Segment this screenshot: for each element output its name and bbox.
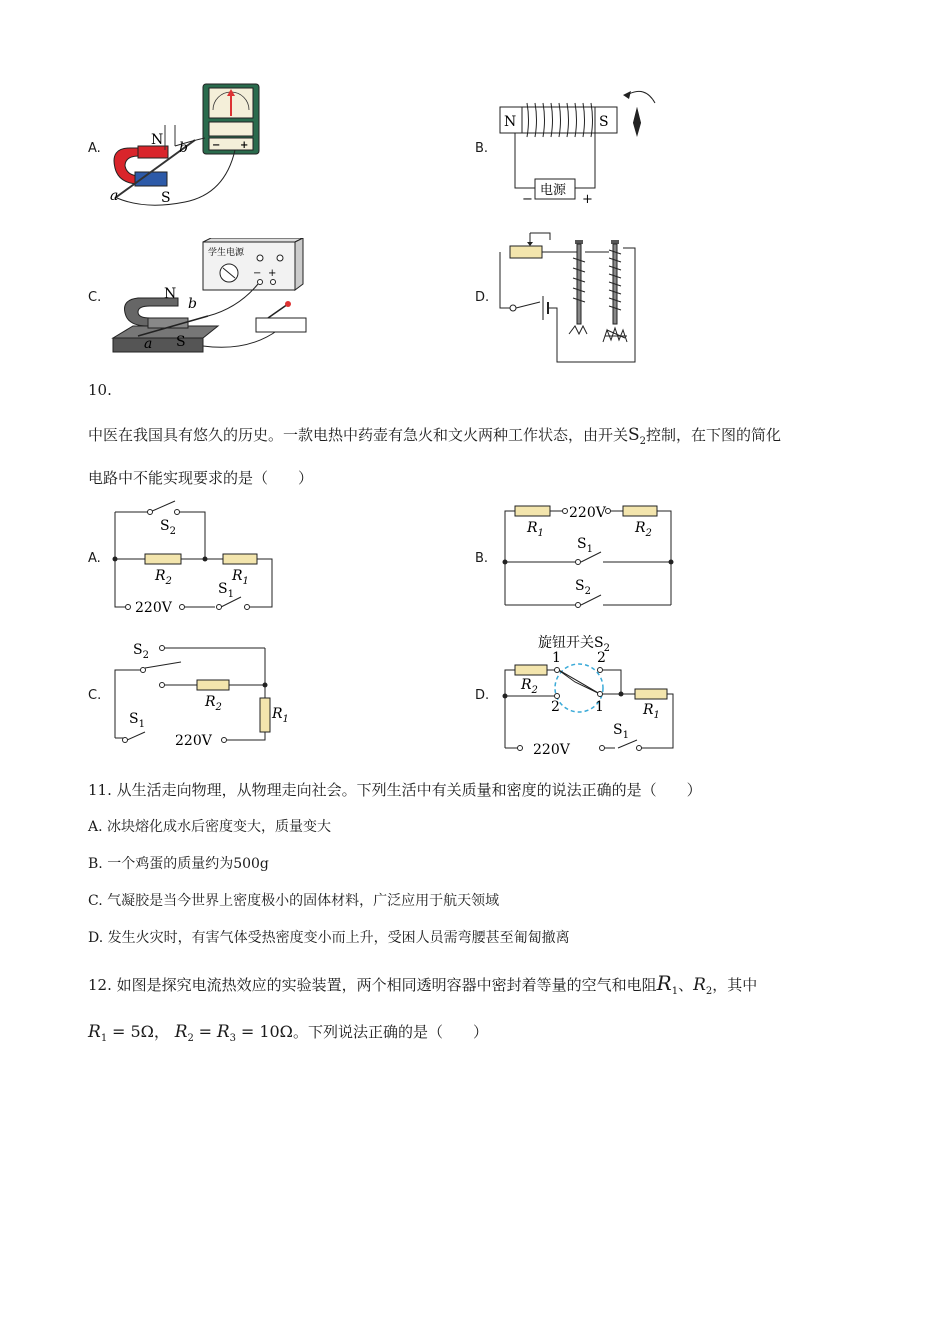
cb-voltage: 220V	[569, 505, 606, 521]
q12-f-r3: R	[216, 1022, 230, 1042]
ca-s1-sub: 1	[227, 589, 234, 600]
svg-text:R1	[271, 706, 289, 725]
cc-s2: S	[133, 642, 143, 658]
q12-f-r1-sub: 1	[100, 1033, 108, 1044]
fig-b-power: 电源	[540, 183, 567, 198]
ca-voltage: 220V	[135, 600, 172, 616]
fig-b-minus: −	[522, 192, 533, 207]
ca-s2-sub: 2	[169, 526, 176, 537]
option-b-label[interactable]: B.	[475, 141, 489, 156]
cd-s1: S	[613, 722, 623, 738]
q12-r2: R	[693, 975, 706, 995]
option-d-label[interactable]: D.	[475, 290, 490, 305]
q12-f-r3-sub: 3	[229, 1033, 237, 1044]
cb-s1: S	[577, 536, 587, 552]
cd-pos2-bottom: 2	[551, 699, 560, 715]
q10-stem-pre: 中医在我国具有悠久的历史。一款电热中药壶有急火和文火两种工作状态，由开关	[88, 426, 629, 444]
fig-c-supply: 学生电源	[208, 248, 245, 258]
cc-s1: S	[129, 711, 139, 727]
svg-text:S2	[575, 578, 591, 597]
svg-text:R1	[642, 702, 660, 721]
cd-voltage: 220V	[533, 742, 570, 758]
cc-r2-sub: 2	[215, 702, 222, 713]
q12-formula2b: = 10Ω	[240, 1022, 293, 1041]
cb-s2-sub: 2	[584, 586, 591, 597]
q10-option-b-label[interactable]: B.	[475, 551, 489, 566]
q12-sep: 、	[678, 976, 694, 994]
q12-formula2a: =	[198, 1022, 213, 1041]
cd-pos2-top: 2	[597, 650, 606, 666]
q12-stem-post: ，其中	[712, 976, 758, 994]
q10-circuit-b	[495, 500, 680, 612]
cc-voltage: 220V	[175, 733, 212, 749]
fig-c-s: S	[176, 334, 186, 350]
q9-figure-c	[108, 238, 313, 356]
q12-r1-sub: 1	[671, 986, 679, 997]
q12-stem-line2	[88, 1019, 488, 1044]
fig-a-n: N	[151, 132, 164, 148]
fig-c-n: N	[164, 286, 177, 302]
q12-r1: R	[656, 971, 672, 995]
svg-text:S1	[129, 711, 145, 730]
q12-formula1: = 5Ω，	[111, 1022, 170, 1041]
q10-circuit-c	[105, 638, 290, 750]
q10-option-c-label[interactable]: C.	[88, 688, 102, 703]
fig-c-a: a	[144, 336, 153, 352]
fig-a-b: b	[179, 140, 188, 156]
fig-c-minus: −	[253, 268, 262, 279]
q10-number: 10.	[88, 381, 112, 399]
cb-s1-sub: 1	[586, 544, 593, 555]
q9-figure-a	[105, 80, 275, 215]
q10-switch: S	[628, 425, 640, 445]
cb-r1-sub: 1	[537, 528, 544, 539]
q11-stem: 11. 从生活走向物理，从物理走向社会。下列生活中有关质量和密度的说法正确的是（ ）	[88, 781, 702, 799]
svg-text:R1	[231, 568, 249, 587]
cc-r1: R	[272, 706, 283, 722]
cd-pos1-top: 1	[552, 650, 561, 666]
ca-r1-sub: 1	[242, 576, 249, 587]
q10-circuit-a	[105, 495, 285, 620]
svg-text:R2	[204, 694, 222, 713]
q11-option-a[interactable]: A. 冰块熔化成水后密度变大，质量变大	[88, 819, 332, 835]
cd-pos1-bottom: 1	[595, 699, 604, 715]
q12-f-r2: R	[174, 1022, 188, 1042]
q9-figure-b	[495, 85, 670, 210]
q12-stem-pre: 12. 如图是探究电流热效应的实验装置，两个相同透明容器中密封着等量的空气和电阻	[88, 976, 657, 994]
q11-option-c[interactable]: C. 气凝胶是当今世界上密度极小的固体材料，广泛应用于航天领域	[88, 893, 500, 909]
fig-c-plus: +	[268, 268, 277, 279]
q10-switch-sub: 2	[639, 436, 647, 447]
option-a-label[interactable]: A.	[88, 141, 101, 156]
cd-r2-sub: 2	[531, 685, 538, 696]
ca-r2-sub: 2	[165, 576, 172, 587]
svg-text:S1	[577, 536, 593, 555]
cd-knob-sub: 2	[603, 643, 610, 654]
svg-text:S1	[613, 722, 629, 741]
svg-text:S2	[133, 642, 149, 661]
q9-figure-d	[495, 230, 645, 365]
cd-r1-sub: 1	[653, 710, 660, 721]
fig-b-plus: +	[582, 192, 593, 207]
q11-option-d[interactable]: D. 发生火灾时，有害气体受热密度变小而上升，受困人员需弯腰甚至匍匐撤离	[88, 930, 570, 946]
fig-a-a: a	[110, 188, 119, 204]
ca-r2: R	[155, 568, 166, 584]
cb-r2-sub: 2	[645, 528, 652, 539]
q12-stem-end: 。下列说法正确的是（ ）	[292, 1023, 488, 1041]
q12-f-r1: R	[88, 1022, 101, 1042]
q10-stem-post: 控制，在下图的简化	[646, 426, 782, 444]
svg-text:R1	[526, 520, 544, 539]
svg-text:−: −	[212, 140, 221, 151]
svg-text:S2	[160, 518, 176, 537]
q10-stem-line1	[88, 424, 781, 447]
fig-b-n: N	[504, 114, 517, 130]
cc-s1-sub: 1	[138, 719, 145, 730]
q10-circuit-d	[495, 628, 680, 758]
cd-r1: R	[643, 702, 654, 718]
q12-r2-sub: 2	[705, 986, 713, 997]
svg-text:R2	[634, 520, 652, 539]
ca-r1: R	[232, 568, 243, 584]
svg-text:+: +	[240, 140, 249, 151]
q12-f-r2-sub: 2	[187, 1033, 194, 1044]
cc-r2: R	[205, 694, 216, 710]
ca-s2: S	[160, 518, 170, 534]
ca-s1: S	[218, 581, 228, 597]
cd-s1-sub: 1	[622, 730, 629, 741]
svg-text:R2	[520, 677, 538, 696]
q12-stem-line1	[88, 971, 757, 997]
cb-s2: S	[575, 578, 585, 594]
fig-c-b: b	[188, 296, 197, 312]
cc-s2-sub: 2	[142, 650, 149, 661]
cd-r2: R	[521, 677, 532, 693]
q11-option-b[interactable]: B. 一个鸡蛋的质量约为500g	[88, 856, 269, 872]
option-c-label[interactable]: C.	[88, 290, 102, 305]
cc-r1-sub: 1	[282, 714, 289, 725]
svg-text:R2	[154, 568, 172, 587]
q10-option-d-label[interactable]: D.	[475, 688, 490, 703]
cd-knob: 旋钮开关S	[538, 635, 604, 651]
fig-a-s: S	[161, 190, 171, 206]
cb-r1: R	[527, 520, 538, 536]
cb-r2: R	[635, 520, 646, 536]
q10-option-a-label[interactable]: A.	[88, 551, 101, 566]
q10-stem-line2: 电路中不能实现要求的是（ ）	[88, 469, 314, 487]
fig-b-s: S	[599, 114, 609, 130]
